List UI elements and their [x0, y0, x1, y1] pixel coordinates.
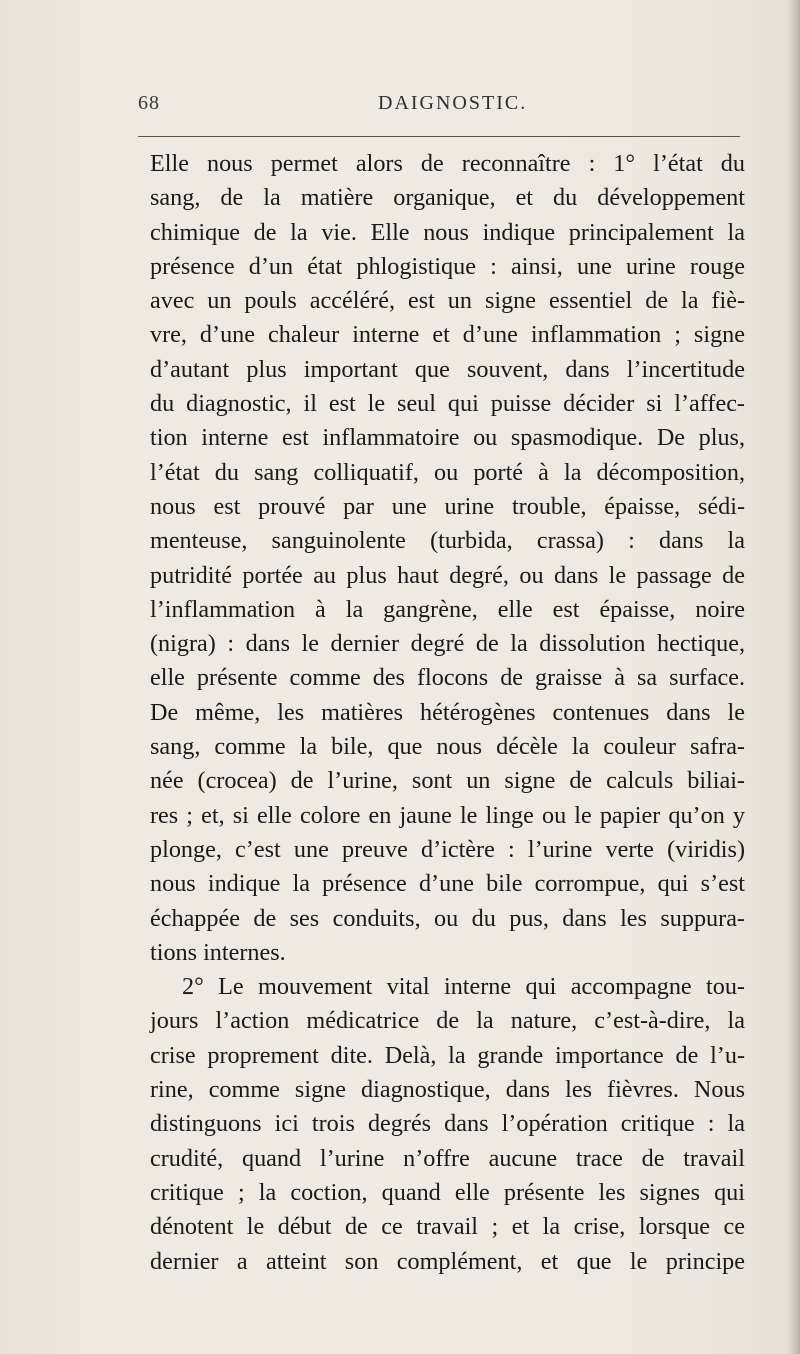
text-line: jours l’action médicatrice de la nature, c’est-à-dire, la: [150, 1007, 745, 1035]
text-line: crise proprement dite. Delà, la grande importance de l’u-: [150, 1041, 745, 1069]
text-line: 2° Le mouvement vital interne qui accompagne tou-: [182, 973, 745, 1001]
text-line: distinguons ici trois degrés dans l’opération critique : la: [150, 1110, 745, 1138]
text-line: plonge, c’est une preuve d’ictère : l’urine verte (viridis): [150, 835, 745, 863]
text-line: d’autant plus important que souvent, dans l’incertitude: [150, 355, 745, 383]
text-line: chimique de la vie. Elle nous indique principalement la: [150, 218, 745, 246]
page-edge-shadow: [786, 0, 800, 1354]
text-line: tions internes.: [150, 938, 286, 966]
text-line: vre, d’une chaleur interne et d’une inflammation ; signe: [150, 321, 745, 349]
running-title: DAIGNOSTIC.: [378, 92, 528, 114]
text-line: rine, comme signe diagnostique, dans les fièvres. Nous: [150, 1076, 745, 1104]
text-line: présence d’un état phlogistique : ainsi, une urine rouge: [150, 252, 745, 280]
text-line: res ; et, si elle colore en jaune le linge ou le papier qu’on y: [150, 801, 745, 829]
text-line: Elle nous permet alors de reconnaître : 1° l’état du: [150, 150, 745, 177]
text-line: putridité portée au plus haut degré, ou dans le passage de: [150, 561, 745, 589]
text-line: (nigra) : dans le dernier degré de la dissolution hectique,: [150, 630, 745, 658]
text-line: nous indique la présence d’une bile corrompue, qui s’est: [150, 870, 745, 898]
text-line: nous est prouvé par une urine trouble, épaisse, sédi-: [150, 492, 745, 520]
running-head: [138, 92, 738, 122]
text-line: De même, les matières hétérogènes contenues dans le: [150, 698, 745, 726]
text-line: l’inflammation à la gangrène, elle est épaisse, noire: [150, 595, 745, 623]
text-line: l’état du sang colliquatif, ou porté à la décomposition,: [150, 458, 745, 486]
text-line: critique ; la coction, quand elle présente les signes qui: [150, 1178, 745, 1206]
text-line: née (crocea) de l’urine, sont un signe de calculs biliai-: [150, 767, 745, 795]
body-text: [150, 147, 745, 1279]
header-rule: [138, 136, 740, 137]
text-line: du diagnostic, il est le seul qui puisse décider si l’affec-: [150, 390, 745, 418]
text-line: dernier a atteint son complément, et que le principe: [150, 1247, 745, 1275]
text-line: elle présente comme des flocons de graisse à sa surface.: [150, 664, 745, 692]
text-line: sang, de la matière organique, et du développement: [150, 184, 745, 212]
text-line: échappée de ses conduits, ou du pus, dans les suppura-: [150, 904, 745, 932]
text-line: avec un pouls accéléré, est un signe essentiel de la fiè-: [150, 287, 745, 315]
text-line: sang, comme la bile, que nous décèle la couleur safra-: [150, 733, 745, 761]
text-line: crudité, quand l’urine n’offre aucune trace de travail: [150, 1144, 745, 1172]
text-line: tion interne est inflammatoire ou spasmodique. De plus,: [150, 424, 745, 452]
text-line: menteuse, sanguinolente (turbida, crassa) : dans la: [150, 527, 745, 555]
text-line: dénotent le début de ce travail ; et la crise, lorsque ce: [150, 1213, 745, 1241]
page-number: 68: [138, 92, 160, 114]
